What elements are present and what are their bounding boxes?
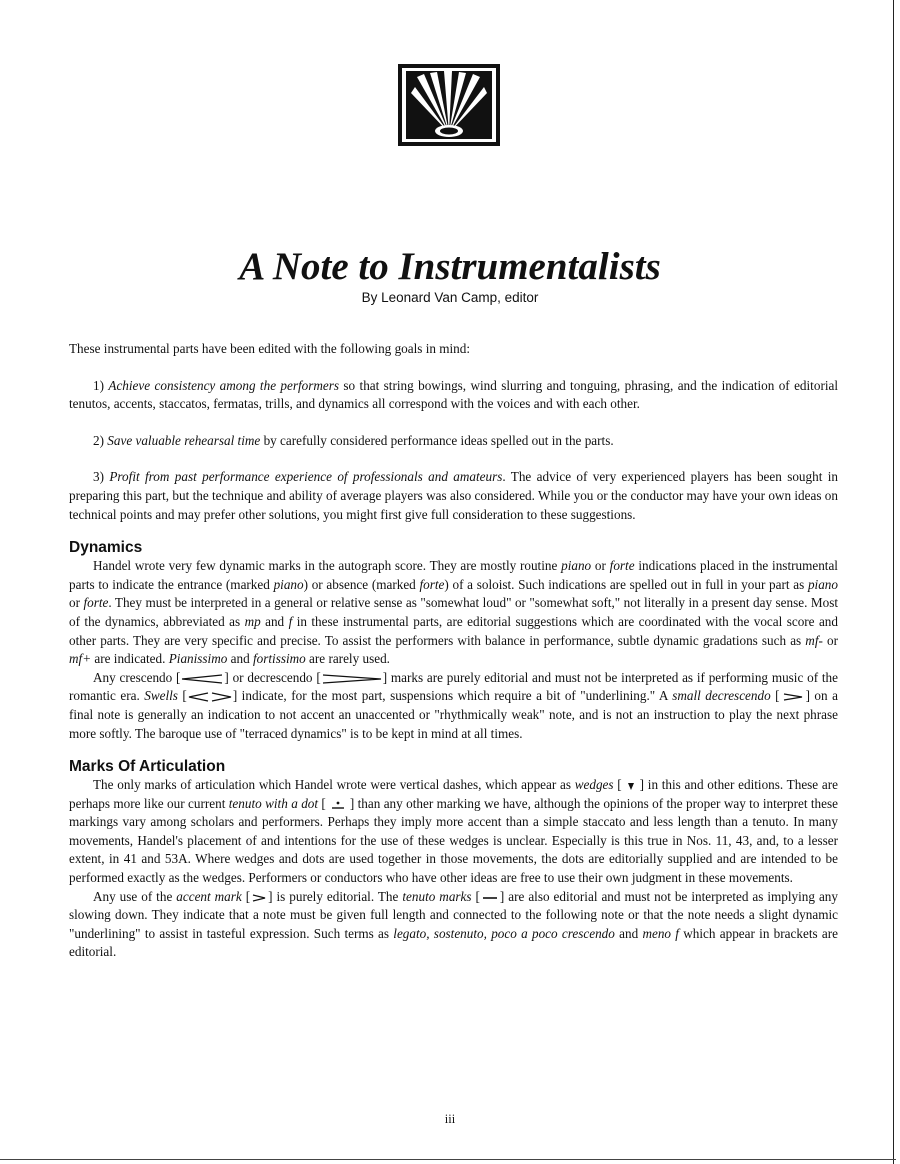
dynamics-paragraph-1: Handel wrote very few dynamic marks in the autograph score. They are mostly routine piano or forte indications placed in the instrumental parts to indicate the entrance (marked piano) or absence (marked forte) of a soloist. Such indications are spelled out in full in your part as piano or forte. They must be interpreted in a general or relative sense as "somewhat loud" or "somewhat soft," not literally in a present day sense. Most of the dynamics, abbreviated as mp and f in these instrumental parts, are editorial suggestions which are coordinated with the vocal score and other parts. They are very specific and precise. To assist the performers with balance in performance, subtle dynamic gradations such as mf- or mf+ are indicated. Pianissimo and fortissimo are rarely used. xyxy=(69,558,838,667)
crescendo-hairpin-icon xyxy=(180,674,224,684)
byline: By Leonard Van Camp, editor xyxy=(361,290,539,305)
decrescendo-hairpin-icon xyxy=(321,674,383,684)
section-heading-dynamics: Dynamics xyxy=(69,539,143,557)
accent-icon xyxy=(250,893,268,903)
fan-logo-icon xyxy=(397,63,501,147)
goal-3: 3) Profit from past performance experience of professionals and amateurs. The advice of very experienced players has been sought in preparing this part, but the technique and ability of average players was also considered. While you or the conductor may have your own ideas on technical points and may prefer other solutions, you might first give full consideration to these suggestions. xyxy=(69,469,838,522)
articulation-paragraph-1: The only marks of articulation which Handel wrote were vertical dashes, which appear as wedges [ ] in this and other editions. These are perhaps more like our current tenuto with a dot [ ] than any other marking we have, although the opinions of the proper way to interpret these markings vary among scholars and performers. Perhaps they imply more accent than a simple staccato and less length than a tenuto. In many movements, Handel's placement of and intentions for the use of these wedges is unclear. Especially is this true in Nos. 11, 43, and, to a lesser extent, in 41 and 53A. Where wedges and dots are used together in those movements, the dots are editorially supplied and are intended to be performed exactly as the wedges. Performers or conductors who have other ideas are free to use their own judgment in these movements. xyxy=(69,777,838,886)
dynamics-paragraph-2: Any crescendo [ ] or decrescendo [ ] marks are purely editorial and must not be interpreted as if performing music of the romantic era. Swells [ ] indicate, for the most part, suspensions which require a bit of "underlining." A small decrescendo [ ] on a final note is generally an indication to not accent an unaccented or "rhythmically weak" note, and is not an instruction to play the next phrase more softly. The baroque use of "terraced dynamics" is to be kept in mind at all times. xyxy=(69,669,838,741)
swell-icon xyxy=(187,692,233,702)
tenuto-icon xyxy=(480,893,500,903)
page-edge-rule xyxy=(893,0,894,1164)
wedge-icon xyxy=(622,781,640,791)
intro-paragraph: These instrumental parts have been edited with the following goals in mind: xyxy=(69,341,471,356)
goal-2: 2) Save valuable rehearsal time by carefully considered performance ideas spelled out in the parts. xyxy=(93,432,614,448)
articulation-paragraph-2: Any use of the accent mark [ ] is purely editorial. The tenuto marks [ ] are also editorial and must not be interpreted as implying any slowing down. They indicate that a note must be given full length and connected to the following note or that the note needs a slight dynamic "underlining" to assist in tasteful expression. Such terms as legato, sostenuto, poco a poco crescendo and meno f which appear in brackets are editorial. xyxy=(69,888,838,960)
page-title: A Note to Instrumentalists xyxy=(239,245,661,288)
goal-1: 1) Achieve consistency among the performers so that string bowings, wind slurring and tonguing, phrasing, and the indication of editorial tenutos, accents, staccatos, fermatas, trills, and dynamics all correspond with the voices and with each other. xyxy=(69,377,839,412)
page-bottom-rule xyxy=(0,1159,896,1160)
tenuto-dot-icon xyxy=(326,800,350,810)
main-content xyxy=(69,340,838,962)
small-decrescendo-icon xyxy=(780,692,806,702)
page-number: iii xyxy=(444,1112,456,1126)
section-heading-articulation: Marks Of Articulation xyxy=(69,758,226,776)
